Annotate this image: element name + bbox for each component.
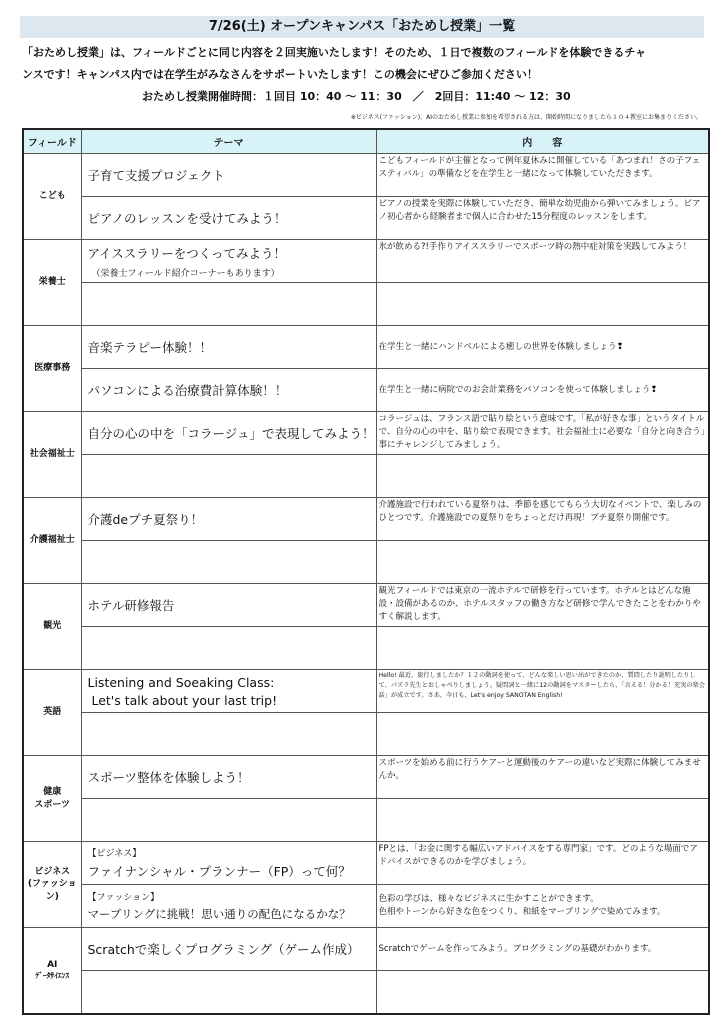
field-eigo: 英語 <box>23 670 81 756</box>
field-ai-line-2: ﾃﾞｰﾀｻｲｴﾝｽ <box>35 971 70 981</box>
field-kenko-line-1: 健康 <box>43 787 62 798</box>
field-shakai: 社会福祉士 <box>23 412 81 498</box>
empty-cell <box>81 627 376 670</box>
field-ai <box>23 928 81 1014</box>
content-cell: ピアノの授業を実際に体験していただき、簡単な幼児曲から弾いてみましょう。ピアノ初心者から経験者まで個人に合わせた15分程度のレッスンをします。 <box>376 197 709 240</box>
session-times: おためし授業開催時間：１回目 10：40 ～ 11：30 ／ 2回目：11:40 ～ 12：30 <box>142 90 571 103</box>
field-business <box>23 842 81 928</box>
content-cell: 介護施設で行われている夏祭りは、季節を感じてもらう大切なイベントで、楽しみのひとつです。介護施設での夏祭りをちょっとだけ再現！プチ夏祭り開催です。 <box>376 498 709 541</box>
field-ai-line-1: AI <box>47 960 58 971</box>
table-row-empty <box>23 799 709 842</box>
theme-cell: ホテル研修報告 <box>81 584 376 627</box>
table-row-empty <box>23 283 709 326</box>
table-row-empty <box>23 455 709 498</box>
content-cell: 在学生と一緒に病院でのお会計業務をパソコンを使って体験しましょう❢ <box>376 369 709 412</box>
empty-cell <box>376 799 709 842</box>
table-row <box>23 197 709 240</box>
theme-tag: 【ビジネス】 <box>87 849 142 859</box>
content-cell: Hello! 最近、旅行しましたか？１２の動詞を使って、どんな楽しい思い出ができたのか、質問したり説明したりして、パズラ先生とおしゃべりしましょう。疑問詞と一緒に12の動詞をマスターしたら、「言える！分かる！充実の楽会話」が成立です。さあ、今日も、Let's enjoy SANOTAN English! <box>376 670 709 713</box>
theme-cell <box>81 842 376 885</box>
theme-title-line-1: Listening and Soeaking Class: <box>87 674 275 690</box>
table-header-row <box>23 129 709 154</box>
table-row-empty <box>23 541 709 584</box>
field-kenko <box>23 756 81 842</box>
empty-cell <box>376 283 709 326</box>
theme-cell: スポーツ整体を体験しよう！ <box>81 756 376 799</box>
theme-subtitle: （栄養士フィールド紹介コーナーもあります） <box>91 268 280 279</box>
header-theme: テーマ <box>81 129 376 154</box>
table-row <box>23 670 709 713</box>
field-kaigo: 介護福祉士 <box>23 498 81 584</box>
content-cell: スポーツを始める前に行うケアーと運動後のケアーの違いなど実際に体験してみませんか。 <box>376 756 709 799</box>
empty-cell <box>376 627 709 670</box>
theme-cell: パソコンによる治療費計算体験！！ <box>81 369 376 412</box>
empty-cell <box>81 541 376 584</box>
theme-cell <box>81 670 376 713</box>
theme-cell: 音楽テラピー体験！！ <box>81 326 376 369</box>
content-line-2: 色相やトーンから好きな色をつくり、和紙をマーブリングで染めてみます。 <box>378 907 666 917</box>
content-cell: 氷が飲める?!手作りアイススラリーでスポーツ時の熱中症対策を実践してみよう！ <box>376 240 709 283</box>
table-row <box>23 928 709 971</box>
theme-cell <box>81 240 376 283</box>
table-row <box>23 326 709 369</box>
empty-cell <box>376 713 709 756</box>
empty-cell <box>376 971 709 1014</box>
empty-cell <box>81 283 376 326</box>
field-iryo: 医療事務 <box>23 326 81 412</box>
table-row <box>23 498 709 541</box>
content-cell: コラージュは、フランス語で貼り絵という意味です。「私が好きな事」というタイトルで、自分の心の中を、貼り絵で表現できます。社会福祉士に必要な「自分と向き合う」事にチャレンジしてみましょう。 <box>376 412 709 455</box>
field-business-line-1: ビジネス <box>34 867 71 878</box>
table-row-empty <box>23 627 709 670</box>
header-field: フィールド <box>23 129 81 154</box>
theme-cell: 介護deプチ夏祭り！ <box>81 498 376 541</box>
class-schedule-table <box>22 128 710 1015</box>
theme-tag: 【ファッション】 <box>87 893 160 903</box>
theme-title: アイススラリーをつくってみよう！ <box>87 245 287 261</box>
table-row-empty <box>23 971 709 1014</box>
table-row-empty <box>23 713 709 756</box>
table-row <box>23 756 709 799</box>
table-row <box>23 885 709 928</box>
content-line-1: 色彩の学びは、様々なビジネスに生かすことができます。 <box>378 894 599 905</box>
table-row <box>23 842 709 885</box>
content-cell: 観光フィールドでは東京の一流ホテルで研修を行っています。ホテルとはどんな施設・設備があるのか、ホテルスタッフの働き方など研修で学んできたことをわかりやすく解説します。 <box>376 584 709 627</box>
empty-cell <box>81 971 376 1014</box>
theme-cell: Scratchで楽しくプログラミング（ゲーム作成） <box>81 928 376 971</box>
table-row <box>23 240 709 283</box>
intro-text-line-2: ンスです！キャンパス内では在学生がみなさんをサポートいたします！この機会にぜひご参加ください！ <box>22 68 538 81</box>
theme-title: ファイナンシャル・プランナー（FP）って何？ <box>87 864 351 879</box>
empty-cell <box>81 799 376 842</box>
content-cell: Scratchでゲームを作ってみよう。プログラミングの基礎がわかります。 <box>376 928 709 971</box>
attendance-note: ※ビジネス(ファッション)、AIのおためし授業に参加を希望される方は、開始時間になりましたら１０４教室にお集まりください。 <box>350 114 702 121</box>
table-row <box>23 412 709 455</box>
theme-cell: 自分の心の中を「コラージュ」で表現してみよう！ <box>81 412 376 455</box>
theme-title: マーブリングに挑戦！思い通りの配色になるかな？ <box>87 907 351 921</box>
empty-cell <box>376 455 709 498</box>
field-eiyo: 栄養士 <box>23 240 81 326</box>
content-cell <box>376 885 709 928</box>
field-kanko: 観光 <box>23 584 81 670</box>
content-cell: こどもフィールドが主催となって例年夏休みに開催している「あつまれ！さの子フェスティバル」の準備などを在学生と一緒になって体験していただきます。 <box>376 154 709 197</box>
content-cell: 在学生と一緒にハンドベルによる癒しの世界を体験しましょう❢ <box>376 326 709 369</box>
field-kenko-line-2: スポーツ <box>34 799 71 810</box>
content-cell: FPとは、「お金に関する幅広いアドバイスをする専門家」です。どのような場面でアドバイスができるのかを学びましょう。 <box>376 842 709 885</box>
theme-title-line-2: Let's talk about your last trip! <box>87 692 278 708</box>
table-row <box>23 154 709 197</box>
empty-cell <box>376 541 709 584</box>
page-title: 7/26(土) オープンキャンパス「おためし授業」一覧 <box>20 16 704 38</box>
intro-text-line-1: 「おためし授業」は、フィールドごとに同じ内容を２回実施いたします！そのため、１日で複数のフィールドを体験できるチャ <box>22 46 647 59</box>
table-row <box>23 369 709 412</box>
field-business-line-2: (ファッション) <box>27 879 77 902</box>
table-row <box>23 584 709 627</box>
empty-cell <box>81 455 376 498</box>
field-kodomo: こども <box>23 154 81 240</box>
header-content: 内 容 <box>376 129 709 154</box>
empty-cell <box>81 713 376 756</box>
theme-cell: 子育て支援プロジェクト <box>81 154 376 197</box>
theme-cell <box>81 885 376 928</box>
theme-cell: ピアノのレッスンを受けてみよう！ <box>81 197 376 240</box>
